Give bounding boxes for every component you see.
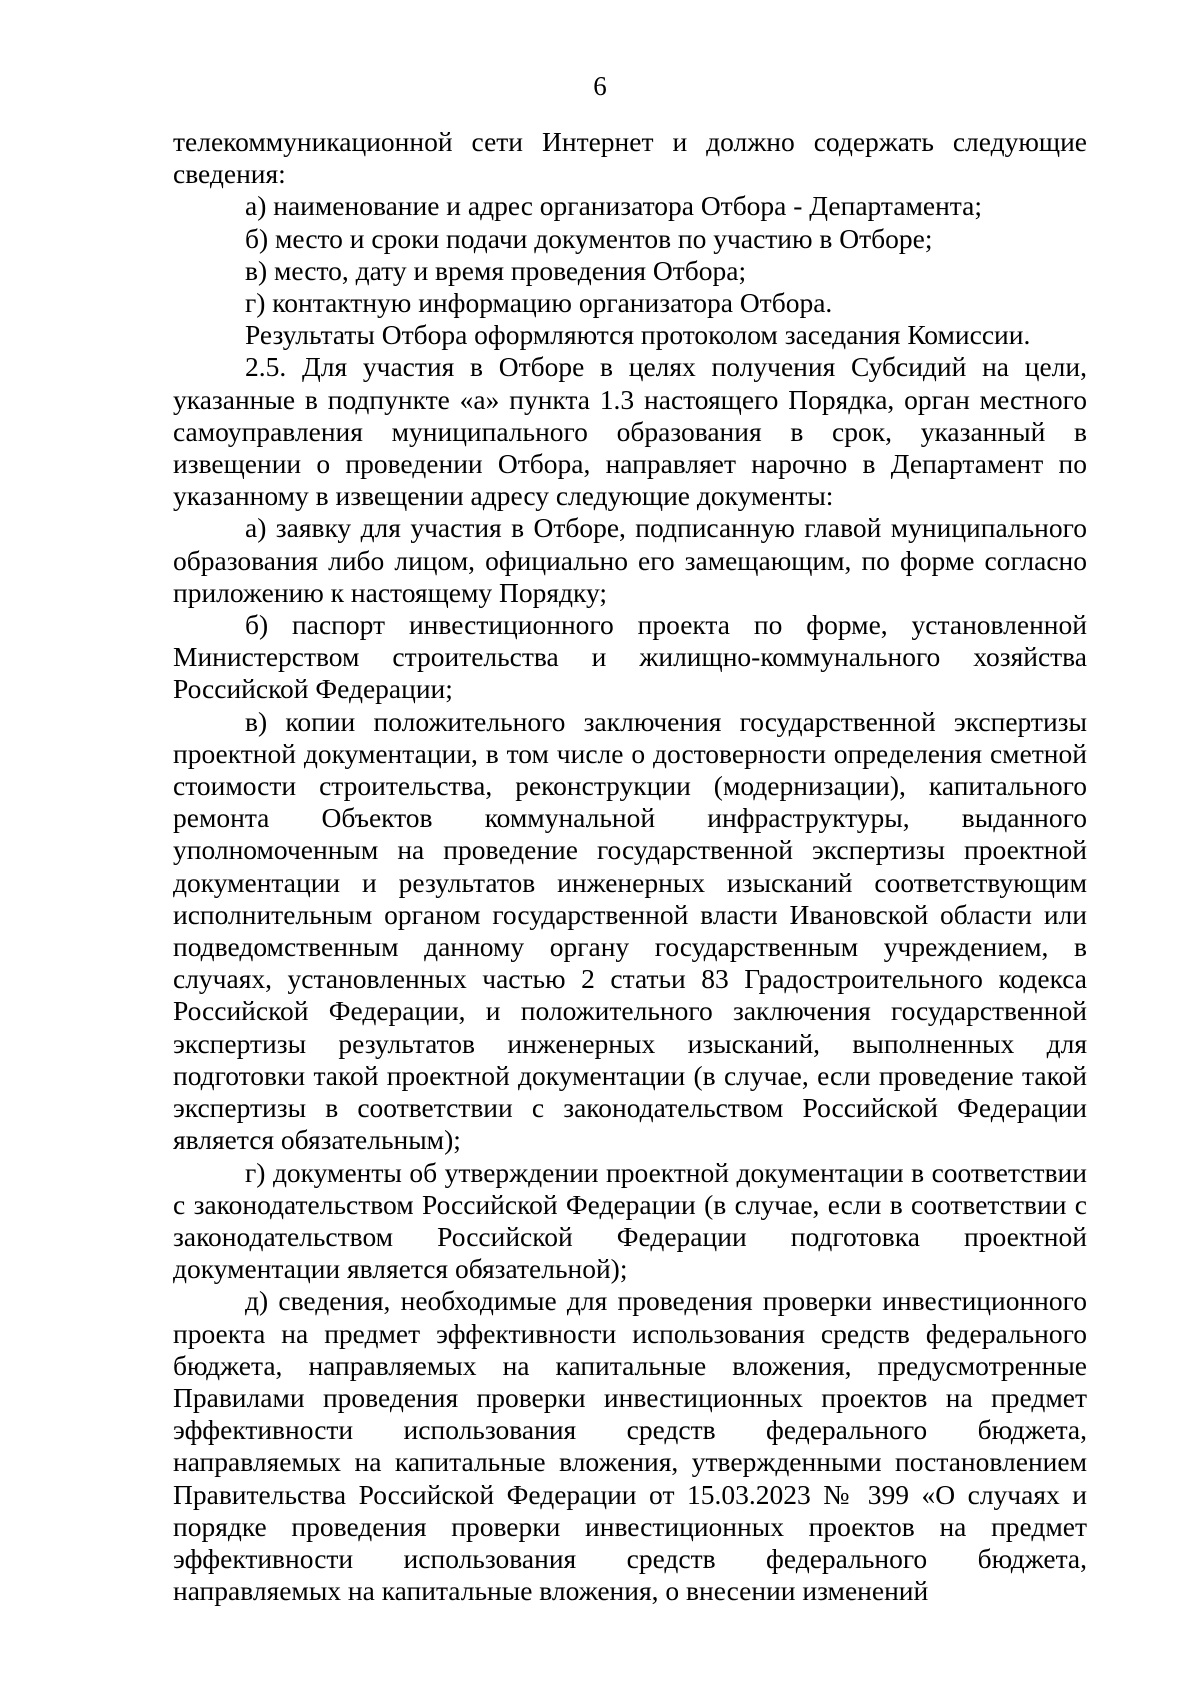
paragraph-item-v-expertise: в) копии положительного заключения государственной экспертизы проектной документации, в том числе о достоверности определения сметной стоимости строительства, реконструкции (модернизации), капитального ремонта Объектов коммунальной инфраструктуры, выданного уполномоченным на проведение государственной экспертизы проектной документации и результатов инженерных изысканий соответствующим исполнительным органом государственной власти Ивановской области или подведомственным данному органу государственным учреждением, в случаях, установленных частью 2 статьи 83 Градостроительного кодекса Российской Федерации, и положительного заключения государственной экспертизы результатов инженерных изысканий, выполненных для подготовки такой проектной документации (в случае, если проведение такой экспертизы в соответствии с законодательством Российской Федерации является обязательным); [173,705,1087,1156]
paragraph-item-v-notice: в) место, дату и время проведения Отбора; [245,254,747,286]
paragraph-item-b-passport: б) паспорт инвестиционного проекта по форме, установленной Министерством строительства и жилищно-коммунального хозяйства Российской Федерации; [173,609,1087,705]
paragraph-item-b-notice: б) место и сроки подачи документов по участию в Отборе; [245,222,933,254]
document-body [173,126,1087,1607]
paragraph-results: Результаты Отбора оформляются протоколом заседания Комиссии. [245,319,1031,351]
paragraph-item-g-approval: г) документы об утверждении проектной документации в соответствии с законодательством Российской Федерации (в случае, если в соответствии с законодательством Российской Федерации подготовка проектной документации является обязательной); [173,1156,1087,1285]
paragraph-item-a-notice: а) наименование и адрес организатора Отбора - Департамента; [245,190,982,222]
paragraph-item-g-notice: г) контактную информацию организатора Отбора. [245,287,833,319]
paragraph-item-a-application: а) заявку для участия в Отборе, подписанную главой муниципального образования либо лицом, официально его замещающим, по форме согласно приложению к настоящему Порядку; [173,512,1087,608]
page-number: 6 [593,71,607,101]
paragraph-item-d-information: д) сведения, необходимые для проведения проверки инвестиционного проекта на предмет эффективности использования средств федерального бюджета, направляемых на капитальные вложения, предусмотренные Правилами проведения проверки инвестиционных проектов на предмет эффективности использования средств федерального бюджета, направляемых на капитальные вложения, утвержденными постановлением Правительства Российской Федерации от 15.03.2023 № 399 «О случаях и порядке проведения проверки инвестиционных проектов на предмет эффективности использования средств федерального бюджета, направляемых на капитальные вложения, о внесении изменений [173,1285,1087,1607]
paragraph: телекоммуникационной сети Интернет и должно содержать следующие сведения: [173,126,1087,190]
paragraph-2-5: 2.5. Для участия в Отборе в целях получения Субсидий на цели, указанные в подпункте «а» пункта 1.3 настоящего Порядка, орган местного самоуправления муниципального образования в срок, указанный в извещении о проведении Отбора, направляет нарочно в Департамент по указанному в извещении адресу следующие документы: [173,351,1087,512]
